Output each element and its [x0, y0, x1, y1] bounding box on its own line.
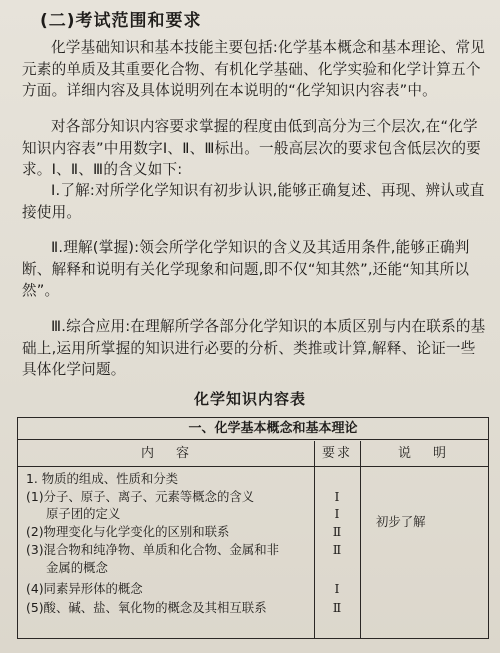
table-row-7: (5)酸、碱、盐、氧化物的概念及其相互联系 — [26, 600, 267, 615]
table-row-2: 原子团的定义 — [46, 506, 121, 521]
table-row-2-requirement: Ⅰ — [334, 506, 340, 521]
column-header-requirement: 要求 — [321, 446, 352, 461]
knowledge-content-table — [17, 417, 489, 639]
table-row-6-requirement: Ⅰ — [334, 581, 340, 596]
table-note: 初步了解 — [376, 514, 426, 529]
table-row-7-requirement: Ⅱ — [332, 600, 342, 615]
column-header-content: 内容 — [140, 446, 211, 461]
paragraph-overview: 化学基础知识和基本技能主要包括:化学基本概念和基本理论、常见元素的单质及其重要化合物、有机化学基础、化学实验和化学计算五个方面。详细内容及具体说明列在本说明的“化学知识内容表”中。 — [22, 39, 486, 99]
column-divider-note — [360, 441, 361, 638]
table-row-1: (1)分子、原子、离子、元素等概念的含义 — [26, 489, 255, 504]
table-row-4: (3)混合物和纯净物、单质和化合物、金属和非 — [26, 542, 279, 557]
paragraph-level-3: Ⅲ.综合应用:在理解所学各部分化学知识的本质区别与内在联系的基础上,运用所掌握的知识进行必要的分析、类推或计算,解释、论证一些具体化学问题。 — [22, 318, 486, 378]
paragraph-level-2: Ⅱ.理解(掌握):领会所学化学知识的含义及其适用条件,能够正确判断、解释和说明有关化学现象和问题,即不仅“知其然”,还能“知其所以然”。 — [22, 239, 470, 299]
header-divider — [18, 466, 488, 467]
table-title: 化学知识内容表 — [193, 390, 306, 408]
section-heading: (二)考试范围和要求 — [40, 11, 202, 31]
table-row-topic-1: 1. 物质的组成、性质和分类 — [26, 471, 179, 486]
table-row-5: 金属的概念 — [46, 560, 108, 575]
paragraph-level-1: Ⅰ.了解:对所学化学知识有初步认识,能够正确复述、再现、辨认或直接使用。 — [22, 182, 485, 221]
column-header-note: 说明 — [397, 446, 468, 461]
table-row-3-requirement: Ⅱ — [332, 524, 342, 539]
table-section-row: 一、化学基本概念和基本理论 — [18, 418, 488, 440]
paragraph-levels: 对各部分知识内容要求掌握的程度由低到高分为三个层次,在“化学知识内容表”中用数字Ⅰ、Ⅱ、Ⅲ标出。一般高层次的要求包含低层次的要求。Ⅰ、Ⅱ、Ⅲ的含义如下: — [22, 118, 481, 178]
table-row-1-requirement: Ⅰ — [334, 489, 340, 504]
table-row-3: (2)物理变化与化学变化的区别和联系 — [26, 524, 230, 539]
table-row-4-requirement: Ⅱ — [332, 542, 342, 557]
table-row-6: (4)同素异形体的概念 — [26, 581, 143, 596]
